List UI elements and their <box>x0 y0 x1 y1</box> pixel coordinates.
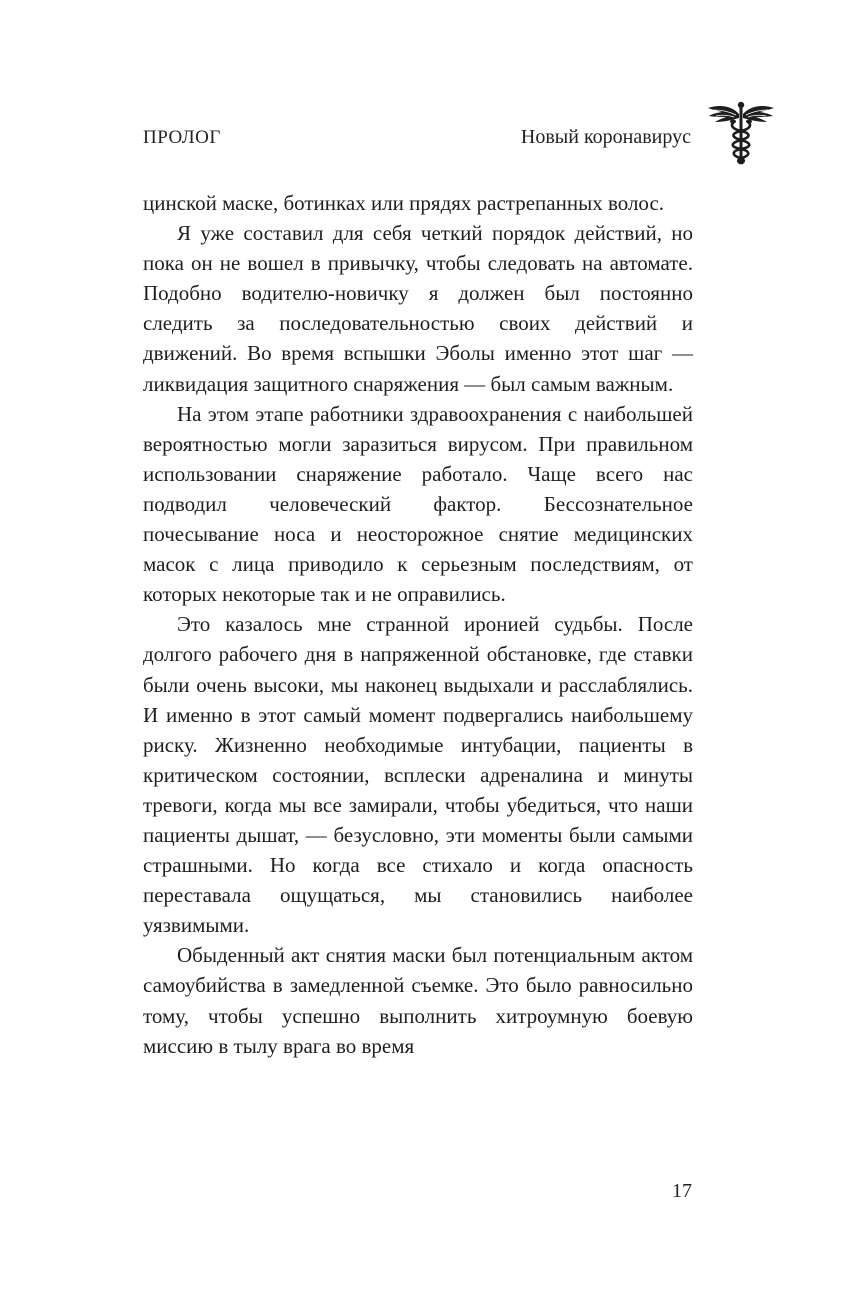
body-text <box>143 188 693 1061</box>
paragraph: На этом этапе работники здравоохранения с наибольшей вероятностью могли заразиться вирусом. При правильном использовании снаряжение работало. Чаще всего нас подводил человеческий фактор. Бессознательное почесывание носа и неосторожное снятие медицинских масок с лица приводило к серьезным последствиям, от которых некоторые так и не оправились. <box>143 401 693 607</box>
paragraph: Это казалось мне странной иронией судьбы. После долгого рабочего дня в напряженной обстановке, где ставки были очень высоки, мы наконец выдыхали и расслаблялись. И именно в этот самый момент подвергались наибольшему риску. Жизненно необходимые интубации, пациенты в критическом состоянии, всплески адреналина и минуты тревоги, когда мы все замирали, чтобы убедиться, что наши пациенты дышат, — безусловно, эти моменты были самыми страшными. Но когда все стихало и когда опасность переставала ощущаться, мы становились наиболее уязвимыми. <box>143 612 693 938</box>
page-number: 17 <box>672 1180 692 1202</box>
running-head-section: ПРОЛОГ <box>143 127 221 148</box>
paragraph: Обыденный акт снятия маски был потенциальным актом самоубийства в замедленной съемке. Это было равносильно тому, чтобы успешно выполнить хитроумную боевую миссию в тылу врага во время <box>143 943 693 1058</box>
running-head-chapter: Новый коронавирус <box>520 126 691 148</box>
paragraph: Я уже составил для себя четкий порядок действий, но пока он не вошел в привычку, чтобы следовать на автомате. Подобно водителю-новичку я должен был постоянно следить за последовательностью своих действий и движений. Во время вспышки Эболы именно этот шаг — ликвидация защитного снаряжения — был самым важным. <box>143 221 693 396</box>
caduceus-icon <box>706 100 776 166</box>
paragraph: цинской маске, ботинках или прядях растрепанных волос. <box>143 191 665 215</box>
